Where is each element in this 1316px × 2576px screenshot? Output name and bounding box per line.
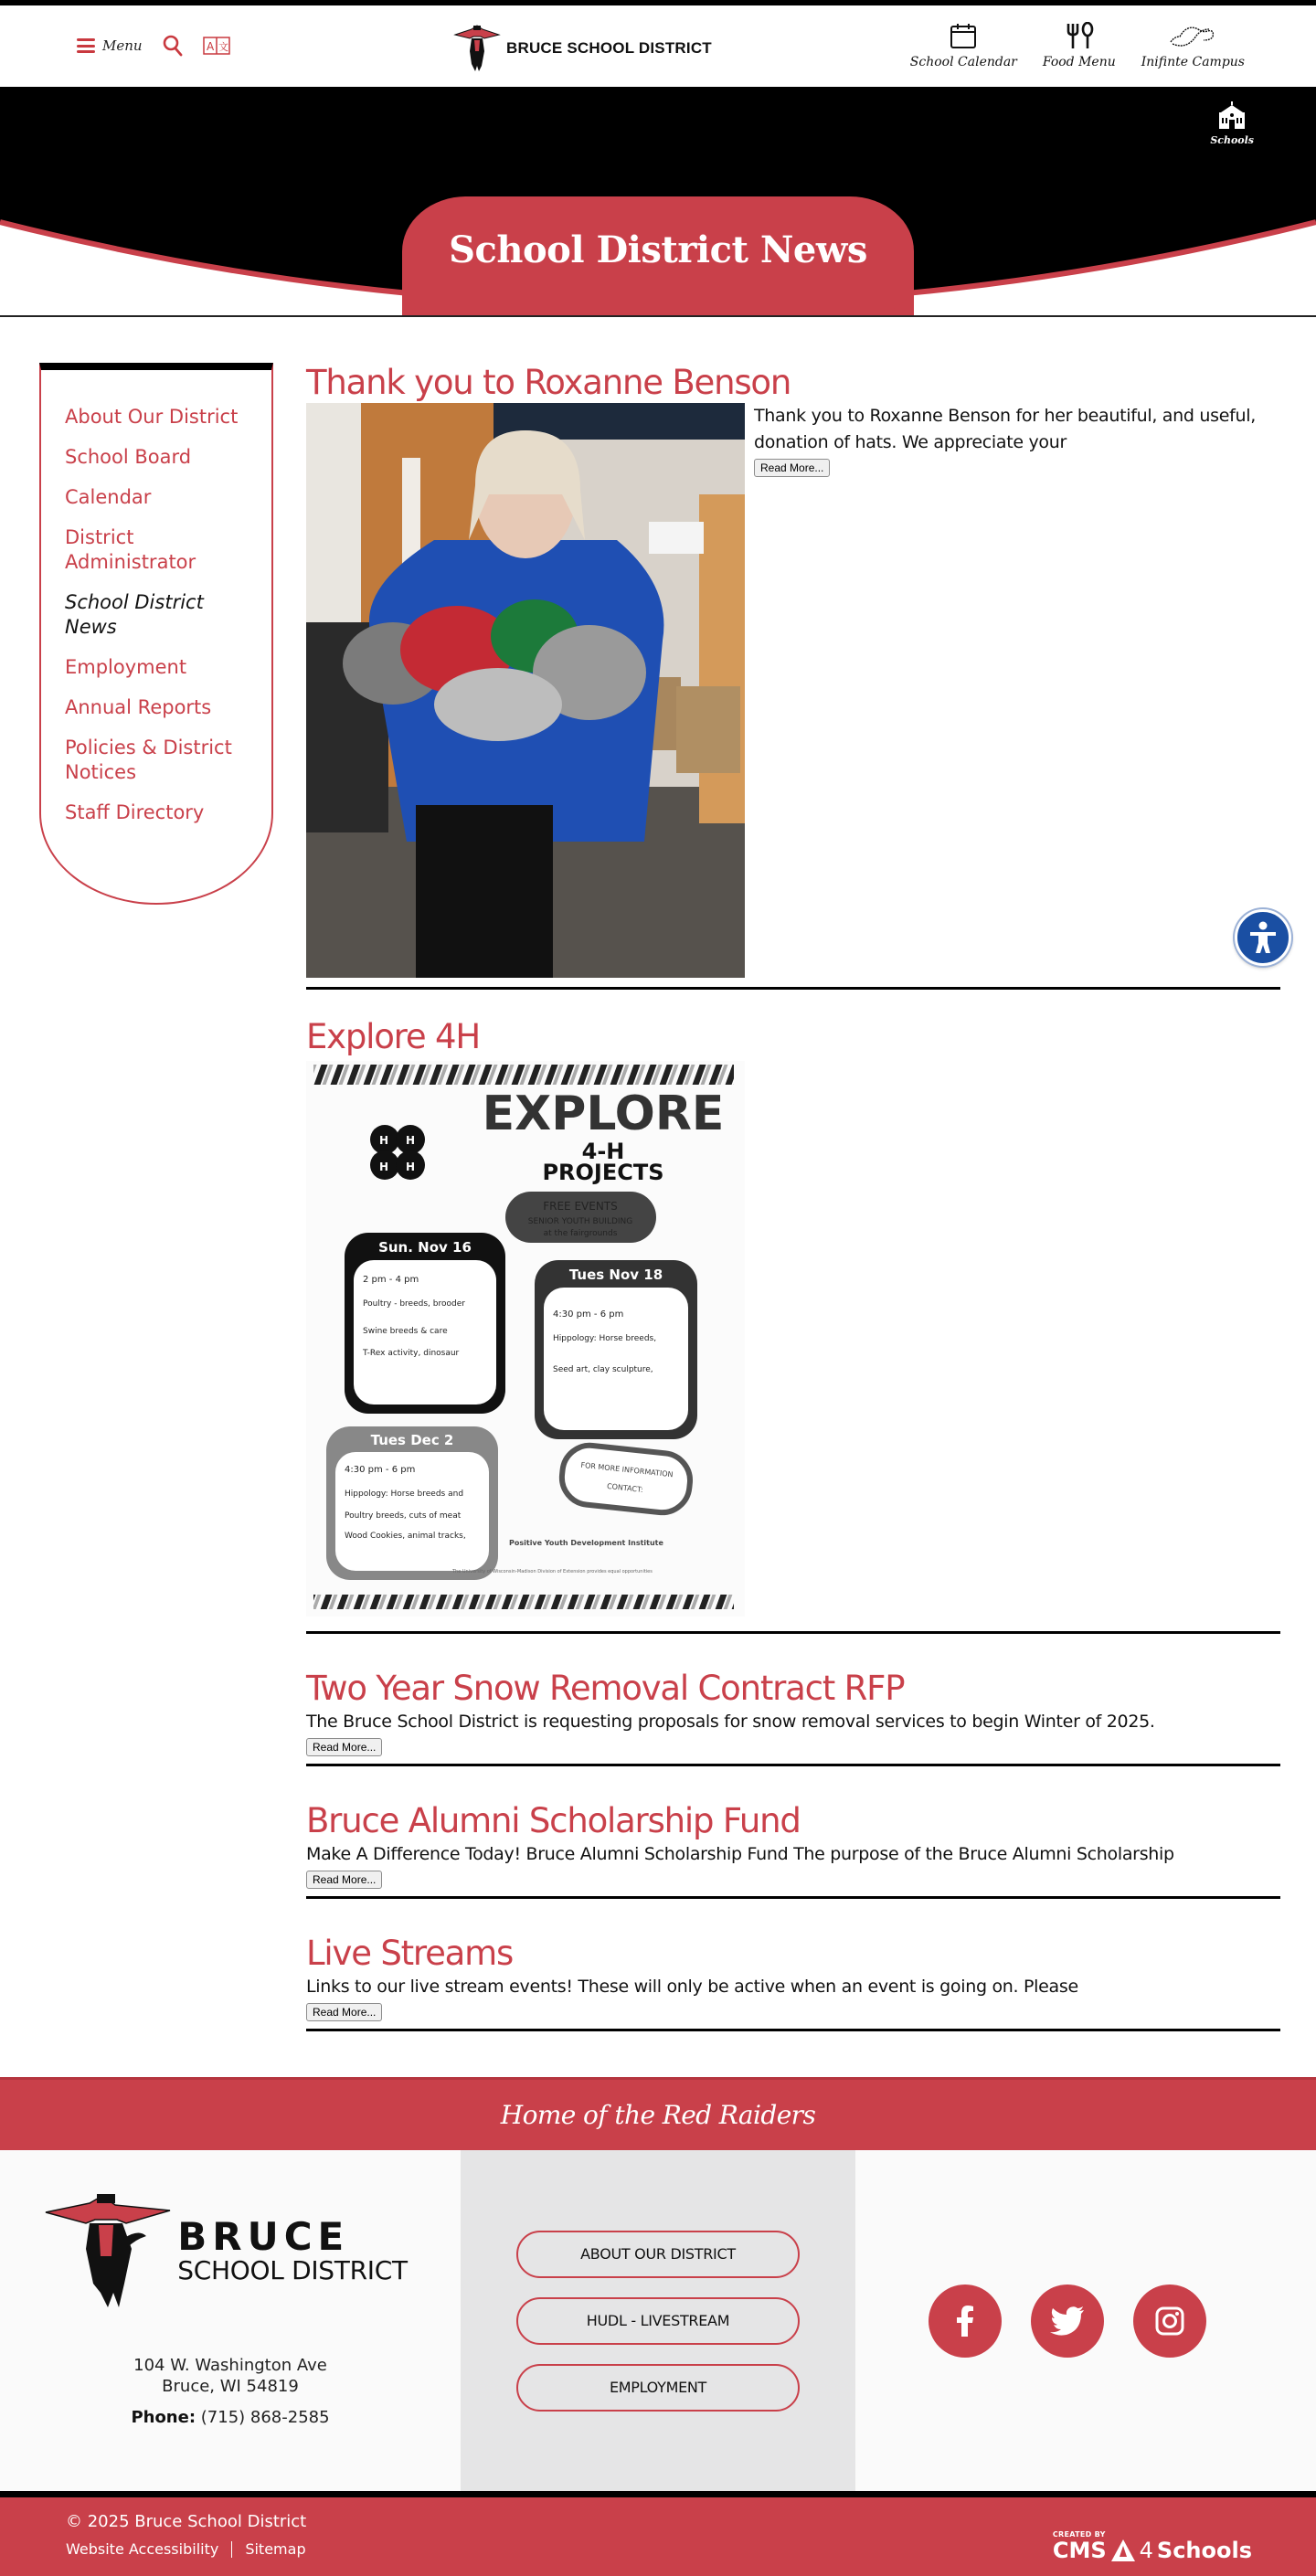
news-summary: The Bruce School District is requesting proposals for snow removal services to begin Winter of 2025. — [306, 1712, 1155, 1732]
news-title[interactable]: Live Streams — [306, 1934, 514, 1973]
news-flyer-image[interactable] — [306, 1061, 745, 1617]
svg-text:PROJECTS: PROJECTS — [542, 1160, 664, 1185]
news-title[interactable]: Explore 4H — [306, 1017, 480, 1056]
header-tools — [77, 35, 230, 57]
website-accessibility-link[interactable]: Website Accessibility — [66, 2540, 219, 2558]
svg-text:FREE EVENTS: FREE EVENTS — [543, 1200, 618, 1213]
news-item — [306, 1801, 1280, 1899]
read-more-button[interactable]: Read More... — [306, 2003, 382, 2021]
svg-text:Hippology: Horse breeds,: Hippology: Horse breeds, — [553, 1334, 657, 1343]
social-links — [855, 2150, 1316, 2491]
svg-text:A: A — [206, 40, 214, 53]
read-more-button[interactable]: Read More... — [306, 1738, 382, 1756]
explore-4h-flyer — [306, 1061, 745, 1617]
cms4schools-credit[interactable] — [1053, 2530, 1252, 2562]
news-title[interactable]: Thank you to Roxanne Benson — [306, 363, 791, 402]
svg-text:FOR MORE INFORMATION: FOR MORE INFORMATION — [580, 1460, 674, 1479]
copyright: © 2025 Bruce School District — [66, 2512, 307, 2531]
infinite-campus-icon — [1167, 22, 1218, 49]
sidebar-item-employment[interactable]: Employment — [65, 656, 187, 678]
site-logo[interactable] — [453, 24, 712, 73]
twitter-icon — [1050, 2306, 1085, 2336]
sidebar-item-staff-directory[interactable]: Staff Directory — [65, 801, 205, 823]
red-raider-mascot-icon — [44, 2192, 172, 2311]
sitemap-link[interactable]: Sitemap — [245, 2540, 306, 2558]
sidebar-item-district-administrator[interactable]: District Administrator — [65, 526, 196, 573]
read-more-button[interactable]: Read More... — [306, 1871, 382, 1889]
svg-text:文: 文 — [218, 41, 228, 53]
footer-contact — [0, 2150, 461, 2491]
link-separator — [231, 2541, 232, 2558]
footer-quick-buttons — [461, 2150, 855, 2491]
footer-button-hudl-livestream[interactable]: HUDL - LIVESTREAM — [516, 2297, 800, 2345]
svg-text:4-H: 4-H — [581, 1139, 625, 1164]
menu-button[interactable] — [77, 37, 143, 54]
page-title-banner — [402, 196, 914, 317]
news-list — [306, 363, 1280, 2031]
quick-link-label: Inifinte Campus — [1141, 55, 1245, 69]
news-item — [306, 1934, 1280, 2031]
news-title[interactable]: Two Year Snow Removal Contract RFP — [306, 1669, 905, 1708]
footer-phone — [131, 2408, 329, 2427]
cms-brand-c: Schools — [1156, 2538, 1252, 2563]
news-title[interactable]: Bruce Alumni Scholarship Fund — [306, 1801, 801, 1840]
quick-links — [910, 22, 1245, 69]
footer-logo-line2: SCHOOL DISTRICT — [177, 2255, 408, 2285]
news-item — [306, 363, 1280, 990]
svg-text:Wood Cookies, animal tracks,: Wood Cookies, animal tracks, — [345, 1532, 466, 1541]
news-item — [306, 1669, 1280, 1766]
svg-text:T-Rex activity, dinosaur: T-Rex activity, dinosaur — [363, 1349, 460, 1358]
cms-brand — [1053, 2539, 1252, 2562]
svg-text:EXPLORE: EXPLORE — [482, 1087, 725, 1141]
svg-text:Swine breeds & care: Swine breeds & care — [363, 1327, 448, 1336]
footer-button-employment[interactable]: EMPLOYMENT — [516, 2364, 800, 2412]
svg-text:H: H — [406, 1134, 416, 1147]
twitter-link[interactable] — [1031, 2284, 1104, 2358]
svg-text:Seed art, clay sculpture,: Seed art, clay sculpture, — [553, 1365, 653, 1374]
cms4schools-logo-icon — [1110, 2539, 1136, 2562]
fork-spoon-icon — [1063, 22, 1096, 49]
tagline: Home of the Red Raiders — [500, 2100, 816, 2130]
translate-icon[interactable] — [203, 37, 230, 55]
phone-number[interactable]: (715) 868-2585 — [200, 2408, 330, 2427]
svg-text:H: H — [379, 1134, 389, 1147]
news-summary: Make A Difference Today! Bruce Alumni Scholarship Fund The purpose of the Bruce Alumni Scholarship — [306, 1844, 1174, 1864]
page-title: School District News — [449, 228, 867, 271]
footer-button-about-our-district[interactable]: ABOUT OUR DISTRICT — [516, 2231, 800, 2278]
svg-text:Tues Nov 18: Tues Nov 18 — [568, 1267, 663, 1283]
footer-logo-line1: BRUCE — [177, 2214, 350, 2259]
read-more-button[interactable]: Read More... — [754, 459, 830, 477]
facebook-link[interactable] — [929, 2284, 1002, 2358]
brand-name: BRUCE SCHOOL DISTRICT — [506, 39, 712, 57]
svg-text:2 pm - 4 pm: 2 pm - 4 pm — [363, 1275, 419, 1285]
site-header — [0, 5, 1316, 87]
sidebar-nav — [39, 363, 273, 905]
quick-link-food-menu[interactable] — [1043, 22, 1116, 69]
photo-woman-with-hats — [306, 403, 745, 978]
svg-text:Poultry breeds, cuts of meat: Poultry breeds, cuts of meat — [345, 1511, 462, 1521]
footer-address — [133, 2355, 327, 2397]
svg-text:Tues Dec 2: Tues Dec 2 — [370, 1432, 454, 1448]
main-content — [0, 317, 1316, 2077]
schoolhouse-icon — [1215, 100, 1248, 131]
sidebar-item-school-district-news[interactable]: School District News — [65, 591, 204, 638]
sidebar-item-about-our-district[interactable]: About Our District — [65, 406, 239, 428]
quick-link-label: School Calendar — [909, 55, 1017, 69]
cms-brand-b: 4 — [1139, 2538, 1153, 2563]
tagline-banner — [0, 2077, 1316, 2150]
footer-logo-text — [177, 2214, 408, 2285]
news-summary: Thank you to Roxanne Benson for her beautiful, and useful, donation of hats. We appreciate your — [754, 406, 1256, 452]
menu-label: Menu — [102, 37, 143, 54]
search-icon[interactable] — [163, 35, 183, 57]
svg-text:4:30 pm - 6 pm: 4:30 pm - 6 pm — [345, 1465, 416, 1475]
svg-text:Poultry - breeds, brooder: Poultry - breeds, brooder — [363, 1299, 465, 1309]
created-by-label: CREATED BY — [1052, 2530, 1106, 2539]
svg-text:CONTACT:: CONTACT: — [606, 1481, 644, 1494]
phone-label: Phone: — [131, 2408, 196, 2427]
news-photo[interactable] — [306, 403, 745, 978]
hamburger-icon — [77, 38, 95, 53]
news-body — [754, 403, 1280, 978]
sidebar-item-calendar[interactable]: Calendar — [65, 486, 152, 508]
sidebar-item-policies-district-notices[interactable]: Policies & District Notices — [65, 737, 232, 783]
news-summary: Links to our live stream events! These will only be active when an event is going on. Please — [306, 1977, 1078, 1997]
svg-text:4:30 pm - 6 pm: 4:30 pm - 6 pm — [553, 1309, 624, 1320]
accessibility-button[interactable] — [1235, 909, 1291, 966]
quick-link-school-calendar[interactable] — [910, 22, 1017, 69]
address-line-1: 104 W. Washington Ave — [133, 2356, 327, 2375]
address-line-2: Bruce, WI 54819 — [162, 2377, 299, 2396]
schools-label: Schools — [1210, 134, 1254, 146]
sidebar-item-annual-reports[interactable]: Annual Reports — [65, 696, 212, 718]
accessibility-person-icon — [1247, 920, 1279, 955]
site-footer — [0, 2077, 1316, 2576]
facebook-icon — [956, 2306, 974, 2337]
sidebar-item-school-board[interactable]: School Board — [65, 446, 192, 468]
svg-text:H: H — [406, 1161, 416, 1173]
cms-brand-a: CMS — [1052, 2538, 1107, 2563]
svg-text:at the fairgrounds: at the fairgrounds — [543, 1229, 618, 1238]
footer-main — [0, 2150, 1316, 2491]
instagram-icon — [1155, 2306, 1184, 2336]
svg-text:SENIOR YOUTH BUILDING: SENIOR YOUTH BUILDING — [527, 1217, 633, 1226]
footer-logo[interactable] — [44, 2192, 408, 2311]
footer-bottom-bar — [0, 2491, 1316, 2576]
svg-text:H: H — [379, 1161, 389, 1173]
svg-text:Sun. Nov 16: Sun. Nov 16 — [378, 1239, 472, 1256]
quick-link-label: Food Menu — [1042, 55, 1116, 69]
red-raider-mascot-icon — [453, 24, 501, 73]
svg-text:Hippology: Horse breeds and: Hippology: Horse breeds and — [345, 1489, 464, 1499]
svg-text:The University of Wisconsin-Ma: The University of Wisconsin-Madison Division of Extension provides equal opportunities — [452, 1569, 653, 1574]
schools-link[interactable] — [1210, 100, 1254, 146]
page-hero — [0, 87, 1316, 317]
quick-link-infinite-campus[interactable] — [1141, 22, 1245, 69]
news-item — [306, 1017, 1280, 1634]
instagram-link[interactable] — [1133, 2284, 1206, 2358]
calendar-icon — [950, 22, 977, 49]
svg-text:Positive Youth Development Ins: Positive Youth Development Institute — [509, 1539, 663, 1547]
